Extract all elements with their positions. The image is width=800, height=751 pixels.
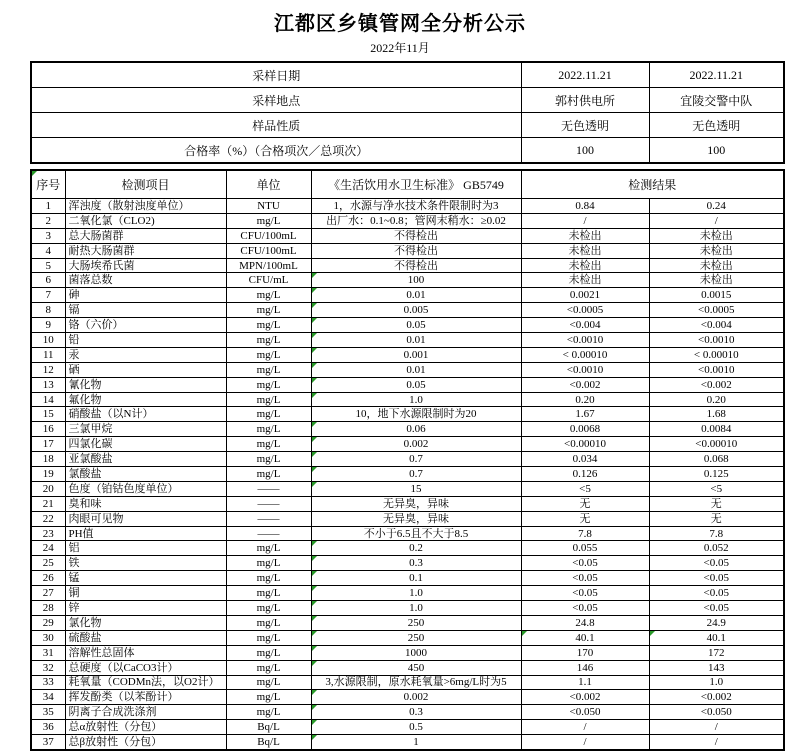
cell-index: 20 <box>31 481 65 496</box>
cell-result-1: 无 <box>521 511 649 526</box>
cell-result-1: 0.20 <box>521 392 649 407</box>
cell-result-1: <0.05 <box>521 586 649 601</box>
cell-item: 菌落总数 <box>65 273 226 288</box>
cell-result-1: 0.034 <box>521 452 649 467</box>
info-value: 100 <box>649 138 784 164</box>
cell-index: 25 <box>31 556 65 571</box>
cell-unit: mg/L <box>226 437 311 452</box>
cell-unit: —— <box>226 526 311 541</box>
cell-standard: 不得检出 <box>311 258 521 273</box>
cell-unit: mg/L <box>226 392 311 407</box>
cell-item: 铝 <box>65 541 226 556</box>
table-row <box>31 511 784 526</box>
cell-unit: Bq/L <box>226 735 311 750</box>
cell-result-2: <0.0010 <box>649 362 784 377</box>
cell-result-1: <0.002 <box>521 690 649 705</box>
cell-item: 氯化物 <box>65 615 226 630</box>
cell-result-1: <0.050 <box>521 705 649 720</box>
cell-unit: mg/L <box>226 586 311 601</box>
cell-unit: CFU/100mL <box>226 228 311 243</box>
cell-standard: 0.01 <box>311 362 521 377</box>
cell-index: 21 <box>31 496 65 511</box>
cell-standard: 100 <box>311 273 521 288</box>
cell-unit: mg/L <box>226 556 311 571</box>
cell-standard: 0.7 <box>311 452 521 467</box>
table-row <box>31 675 784 690</box>
table-row <box>31 228 784 243</box>
cell-standard: 0.002 <box>311 690 521 705</box>
cell-result-2: 1.0 <box>649 675 784 690</box>
cell-unit: Bq/L <box>226 720 311 735</box>
info-value: 无色透明 <box>649 113 784 138</box>
table-row <box>31 407 784 422</box>
cell-index: 16 <box>31 422 65 437</box>
cell-index: 4 <box>31 243 65 258</box>
cell-item: 氯酸盐 <box>65 467 226 482</box>
cell-standard: 无异臭，异味 <box>311 511 521 526</box>
cell-unit: mg/L <box>226 571 311 586</box>
table-row <box>31 392 784 407</box>
cell-item: 色度（铂钴色度单位） <box>65 481 226 496</box>
cell-standard: 0.3 <box>311 556 521 571</box>
cell-result-1: / <box>521 720 649 735</box>
table-row <box>31 288 784 303</box>
page-title: 江都区乡镇管网全分析公示 <box>274 13 526 35</box>
cell-item: 三氯甲烷 <box>65 422 226 437</box>
cell-result-2: 未检出 <box>649 228 784 243</box>
cell-item: 铁 <box>65 556 226 571</box>
cell-unit: mg/L <box>226 645 311 660</box>
cell-unit: mg/L <box>226 690 311 705</box>
cell-index: 24 <box>31 541 65 556</box>
cell-unit: mg/L <box>226 630 311 645</box>
cell-standard: 250 <box>311 615 521 630</box>
cell-result-1: 146 <box>521 660 649 675</box>
cell-index: 22 <box>31 511 65 526</box>
cell-result-1: <0.05 <box>521 571 649 586</box>
cell-index: 7 <box>31 288 65 303</box>
cell-unit: NTU <box>226 199 311 214</box>
cell-result-1: 未检出 <box>521 243 649 258</box>
table-row <box>31 303 784 318</box>
cell-result-2: <0.05 <box>649 571 784 586</box>
info-label: 样品性质 <box>31 113 521 138</box>
cell-item: 硝酸盐（以N计） <box>65 407 226 422</box>
cell-unit: —— <box>226 511 311 526</box>
table-row <box>31 377 784 392</box>
cell-standard: 无异臭，异味 <box>311 496 521 511</box>
cell-result-2: <5 <box>649 481 784 496</box>
cell-standard: 450 <box>311 660 521 675</box>
cell-standard: 1.0 <box>311 586 521 601</box>
cell-index: 11 <box>31 347 65 362</box>
cell-index: 36 <box>31 720 65 735</box>
cell-unit: mg/L <box>226 601 311 616</box>
table-row <box>31 333 784 348</box>
cell-index: 30 <box>31 630 65 645</box>
cell-item: PH值 <box>65 526 226 541</box>
cell-index: 3 <box>31 228 65 243</box>
cell-standard: 0.01 <box>311 333 521 348</box>
table-row <box>31 467 784 482</box>
cell-result-1: <0.05 <box>521 601 649 616</box>
cell-result-1: 0.0068 <box>521 422 649 437</box>
cell-result-1: 7.8 <box>521 526 649 541</box>
header-item: 检测项目 <box>65 170 226 199</box>
cell-item: 耗氧量（CODMn法，以O2计） <box>65 675 226 690</box>
cell-unit: mg/L <box>226 675 311 690</box>
table-row <box>31 243 784 258</box>
cell-result-1: <0.0010 <box>521 333 649 348</box>
sample-location-row <box>31 88 784 113</box>
header-result: 检测结果 <box>521 170 784 199</box>
cell-standard: 0.001 <box>311 347 521 362</box>
cell-item: 硫酸盐 <box>65 630 226 645</box>
table-row <box>31 630 784 645</box>
info-value: 2022.11.21 <box>521 62 649 88</box>
cell-standard: 0.7 <box>311 467 521 482</box>
cell-result-1: / <box>521 213 649 228</box>
cell-index: 32 <box>31 660 65 675</box>
cell-standard: 15 <box>311 481 521 496</box>
cell-standard: 10，地下水源限制时为20 <box>311 407 521 422</box>
cell-item: 大肠埃希氏菌 <box>65 258 226 273</box>
cell-standard: 0.06 <box>311 422 521 437</box>
cell-standard: 1.0 <box>311 601 521 616</box>
cell-result-2: 24.9 <box>649 615 784 630</box>
cell-result-2: 0.068 <box>649 452 784 467</box>
cell-index: 9 <box>31 318 65 333</box>
cell-index: 27 <box>31 586 65 601</box>
cell-item: 溶解性总固体 <box>65 645 226 660</box>
cell-index: 13 <box>31 377 65 392</box>
cell-index: 33 <box>31 675 65 690</box>
cell-item: 总β放射性（分包） <box>65 735 226 750</box>
cell-unit: mg/L <box>226 541 311 556</box>
cell-item: 砷 <box>65 288 226 303</box>
cell-standard: 1000 <box>311 645 521 660</box>
cell-unit: CFU/100mL <box>226 243 311 258</box>
table-row <box>31 199 784 214</box>
cell-unit: mg/L <box>226 333 311 348</box>
cell-item: 硒 <box>65 362 226 377</box>
cell-item: 锰 <box>65 571 226 586</box>
cell-result-1: 无 <box>521 496 649 511</box>
cell-standard: 1.0 <box>311 392 521 407</box>
header-unit: 单位 <box>226 170 311 199</box>
cell-item: 氟化物 <box>65 392 226 407</box>
cell-unit: mg/L <box>226 422 311 437</box>
cell-result-1: 24.8 <box>521 615 649 630</box>
cell-standard: 1，水源与净水技术条件限制时为3 <box>311 199 521 214</box>
sample-info-table <box>30 61 785 164</box>
table-row <box>31 541 784 556</box>
cell-standard: 250 <box>311 630 521 645</box>
cell-unit: CFU/mL <box>226 273 311 288</box>
cell-item: 浑浊度（散射浊度单位） <box>65 199 226 214</box>
cell-result-2: 未检出 <box>649 273 784 288</box>
cell-result-2: 40.1 <box>649 630 784 645</box>
cell-result-1: 1.1 <box>521 675 649 690</box>
cell-item: 总硬度（以CaCO3计） <box>65 660 226 675</box>
cell-result-2: <0.05 <box>649 586 784 601</box>
cell-result-1: <5 <box>521 481 649 496</box>
cell-standard: 0.05 <box>311 318 521 333</box>
cell-result-2: / <box>649 735 784 750</box>
cell-unit: mg/L <box>226 452 311 467</box>
cell-item: 臭和味 <box>65 496 226 511</box>
cell-item: 肉眼可见物 <box>65 511 226 526</box>
cell-result-1: <0.004 <box>521 318 649 333</box>
cell-standard: 不小于6.5且不大于8.5 <box>311 526 521 541</box>
cell-result-2: <0.05 <box>649 556 784 571</box>
info-value: 无色透明 <box>521 113 649 138</box>
cell-result-1: 170 <box>521 645 649 660</box>
cell-result-2: 无 <box>649 496 784 511</box>
cell-result-2: 0.125 <box>649 467 784 482</box>
cell-standard: 0.005 <box>311 303 521 318</box>
cell-result-1: < 0.00010 <box>521 347 649 362</box>
cell-index: 15 <box>31 407 65 422</box>
cell-item: 铜 <box>65 586 226 601</box>
cell-standard: 不得检出 <box>311 228 521 243</box>
table-row <box>31 318 784 333</box>
results-table <box>30 169 785 751</box>
table-row <box>31 422 784 437</box>
cell-unit: mg/L <box>226 303 311 318</box>
cell-index: 17 <box>31 437 65 452</box>
table-row <box>31 660 784 675</box>
table-row <box>31 437 784 452</box>
table-row <box>31 615 784 630</box>
cell-result-1: 未检出 <box>521 228 649 243</box>
table-row <box>31 496 784 511</box>
cell-result-2: / <box>649 213 784 228</box>
table-row <box>31 452 784 467</box>
cell-index: 2 <box>31 213 65 228</box>
cell-item: 四氯化碳 <box>65 437 226 452</box>
cell-standard: 0.5 <box>311 720 521 735</box>
cell-result-2: <0.0005 <box>649 303 784 318</box>
table-row <box>31 481 784 496</box>
cell-result-1: 未检出 <box>521 258 649 273</box>
cell-item: 镉 <box>65 303 226 318</box>
cell-result-2: 0.20 <box>649 392 784 407</box>
cell-result-1: / <box>521 735 649 750</box>
cell-index: 19 <box>31 467 65 482</box>
cell-unit: MPN/100mL <box>226 258 311 273</box>
cell-result-1: 0.0021 <box>521 288 649 303</box>
cell-unit: mg/L <box>226 347 311 362</box>
cell-index: 31 <box>31 645 65 660</box>
cell-index: 29 <box>31 615 65 630</box>
cell-index: 1 <box>31 199 65 214</box>
cell-index: 5 <box>31 258 65 273</box>
cell-result-2: < 0.00010 <box>649 347 784 362</box>
cell-result-2: <0.050 <box>649 705 784 720</box>
cell-result-2: 0.0015 <box>649 288 784 303</box>
header-index: 序号 <box>31 170 65 199</box>
info-value: 郭村供电所 <box>521 88 649 113</box>
cell-index: 6 <box>31 273 65 288</box>
cell-result-2: 7.8 <box>649 526 784 541</box>
table-row <box>31 601 784 616</box>
cell-standard: 0.01 <box>311 288 521 303</box>
cell-result-1: 40.1 <box>521 630 649 645</box>
cell-standard: 1 <box>311 735 521 750</box>
info-label: 合格率（%）（合格项次／总项次） <box>31 138 521 164</box>
cell-index: 34 <box>31 690 65 705</box>
cell-item: 亚氯酸盐 <box>65 452 226 467</box>
results-tbody <box>31 199 784 750</box>
table-row <box>31 526 784 541</box>
cell-unit: mg/L <box>226 407 311 422</box>
cell-index: 26 <box>31 571 65 586</box>
cell-unit: —— <box>226 496 311 511</box>
table-row <box>31 720 784 735</box>
table-row <box>31 645 784 660</box>
cell-result-2: / <box>649 720 784 735</box>
table-row <box>31 705 784 720</box>
cell-unit: mg/L <box>226 213 311 228</box>
table-row <box>31 273 784 288</box>
cell-unit: mg/L <box>226 377 311 392</box>
cell-index: 14 <box>31 392 65 407</box>
cell-index: 18 <box>31 452 65 467</box>
cell-unit: mg/L <box>226 615 311 630</box>
cell-standard: 不得检出 <box>311 243 521 258</box>
table-row <box>31 347 784 362</box>
cell-result-1: 0.126 <box>521 467 649 482</box>
cell-result-1: 0.055 <box>521 541 649 556</box>
cell-result-1: 1.67 <box>521 407 649 422</box>
page-subtitle: 2022年11月 <box>370 41 430 55</box>
cell-item: 阴离子合成洗涤剂 <box>65 705 226 720</box>
cell-item: 氰化物 <box>65 377 226 392</box>
cell-result-2: 未检出 <box>649 258 784 273</box>
table-row <box>31 690 784 705</box>
cell-item: 锌 <box>65 601 226 616</box>
info-value: 宜陵交警中队 <box>649 88 784 113</box>
cell-standard: 3,水源限制，原水耗氧量>6mg/L时为5 <box>311 675 521 690</box>
info-label: 采样日期 <box>31 62 521 88</box>
cell-unit: mg/L <box>226 318 311 333</box>
cell-unit: mg/L <box>226 467 311 482</box>
cell-result-2: <0.05 <box>649 601 784 616</box>
info-value: 100 <box>521 138 649 164</box>
table-row <box>31 571 784 586</box>
cell-result-2: 1.68 <box>649 407 784 422</box>
table-row <box>31 556 784 571</box>
cell-result-1: <0.00010 <box>521 437 649 452</box>
cell-unit: mg/L <box>226 705 311 720</box>
cell-result-2: <0.002 <box>649 377 784 392</box>
info-label: 采样地点 <box>31 88 521 113</box>
cell-unit: mg/L <box>226 660 311 675</box>
cell-result-2: <0.004 <box>649 318 784 333</box>
cell-standard: 0.1 <box>311 571 521 586</box>
info-value: 2022.11.21 <box>649 62 784 88</box>
cell-result-2: 未检出 <box>649 243 784 258</box>
cell-standard: 出厂水：0.1~0.8；管网末稍水：≥0.02 <box>311 213 521 228</box>
cell-standard: 0.2 <box>311 541 521 556</box>
cell-result-2: 0.0084 <box>649 422 784 437</box>
cell-result-2: <0.0010 <box>649 333 784 348</box>
cell-item: 挥发酚类（以苯酚计） <box>65 690 226 705</box>
cell-item: 总α放射性（分包） <box>65 720 226 735</box>
header-standard: 《生活饮用水卫生标准》 GB5749 <box>311 170 521 199</box>
cell-item: 铅 <box>65 333 226 348</box>
cell-result-1: <0.002 <box>521 377 649 392</box>
cell-result-2: 0.052 <box>649 541 784 556</box>
sample-property-row <box>31 113 784 138</box>
cell-index: 37 <box>31 735 65 750</box>
cell-result-1: <0.0005 <box>521 303 649 318</box>
cell-standard: 0.05 <box>311 377 521 392</box>
pass-rate-row <box>31 138 784 164</box>
cell-index: 8 <box>31 303 65 318</box>
table-row <box>31 258 784 273</box>
cell-index: 12 <box>31 362 65 377</box>
cell-index: 28 <box>31 601 65 616</box>
cell-result-2: <0.002 <box>649 690 784 705</box>
cell-unit: mg/L <box>226 362 311 377</box>
cell-index: 10 <box>31 333 65 348</box>
cell-item: 铬（六价） <box>65 318 226 333</box>
cell-index: 23 <box>31 526 65 541</box>
cell-unit: mg/L <box>226 288 311 303</box>
cell-result-2: 0.24 <box>649 199 784 214</box>
table-row <box>31 213 784 228</box>
cell-result-2: 172 <box>649 645 784 660</box>
cell-result-2: 无 <box>649 511 784 526</box>
cell-item: 总大肠菌群 <box>65 228 226 243</box>
cell-index: 35 <box>31 705 65 720</box>
cell-result-2: 143 <box>649 660 784 675</box>
table-row <box>31 586 784 601</box>
sample-date-row <box>31 62 784 88</box>
table-row <box>31 362 784 377</box>
cell-item: 二氧化氯（CLO2) <box>65 213 226 228</box>
results-header-row <box>31 170 784 199</box>
cell-result-1: 0.84 <box>521 199 649 214</box>
cell-item: 汞 <box>65 347 226 362</box>
table-row <box>31 735 784 750</box>
cell-result-1: <0.0010 <box>521 362 649 377</box>
cell-unit: —— <box>226 481 311 496</box>
cell-result-1: 未检出 <box>521 273 649 288</box>
cell-standard: 0.3 <box>311 705 521 720</box>
cell-result-2: <0.00010 <box>649 437 784 452</box>
cell-standard: 0.002 <box>311 437 521 452</box>
cell-result-1: <0.05 <box>521 556 649 571</box>
cell-item: 耐热大肠菌群 <box>65 243 226 258</box>
